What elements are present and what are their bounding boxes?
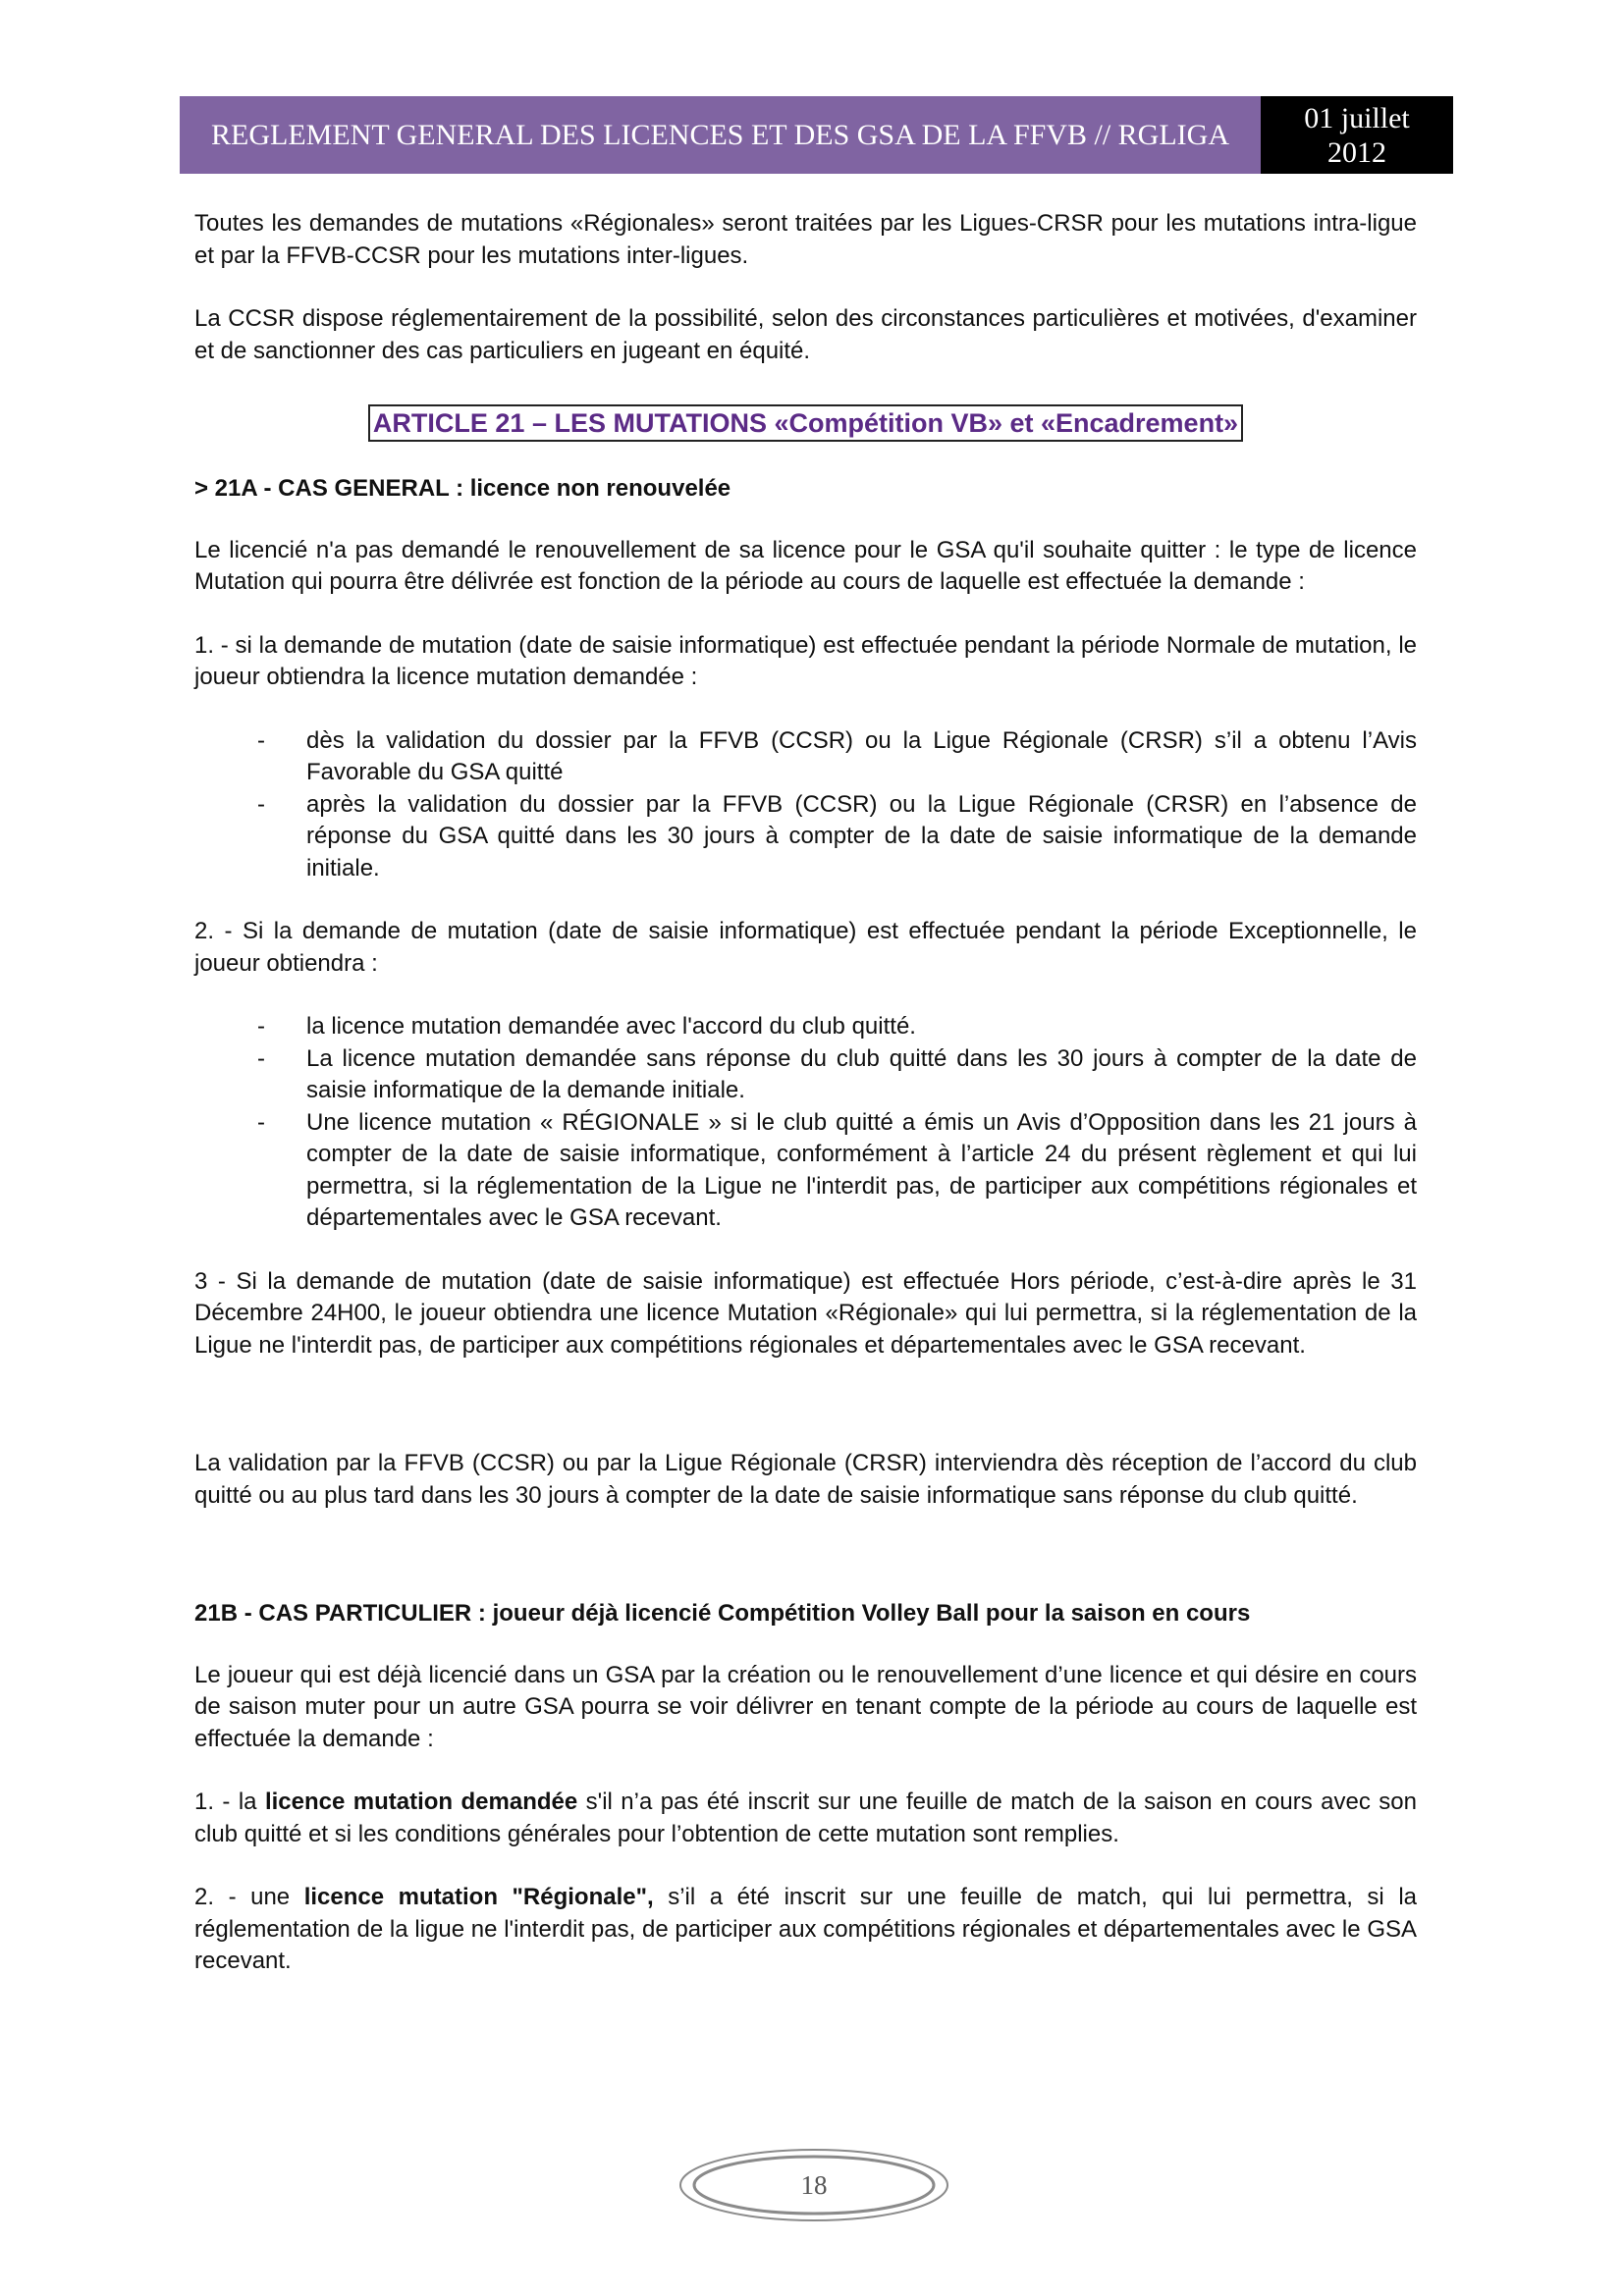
list-item	[194, 1107, 1417, 1235]
paragraph-bold-term: licence mutation demandée	[264, 1789, 578, 1815]
section-21b-paragraph-2	[194, 1787, 1417, 1850]
section-21a-list-2	[194, 1011, 1417, 1235]
dash-bullet: -	[257, 790, 265, 818]
dash-bullet: -	[257, 1044, 265, 1072]
list-item	[194, 789, 1417, 885]
list-item	[194, 1011, 1417, 1043]
list-item	[194, 1043, 1417, 1107]
list-item-text: Une licence mutation « RÉGIONALE » si le club quitté a émis un Avis d’Opposition dans les 21 jours à compter de la date de saisie informatique, conformément à l’article 24 du présent règlement et qui lui permettra, si la réglementation de la Ligue ne l'interdit pas, de participer aux compétitions régionales et départementales avec le GSA recevant.	[306, 1108, 1417, 1231]
paragraph-rest: s'il n’a pas été inscrit sur une feuille de match de la saison en cours avec son club quitté et si les conditions générales pour l’obtention de cette mutation sont remplies.	[194, 1789, 1417, 1847]
page-content	[194, 208, 1417, 2009]
paragraph-prefix: 2. - une	[194, 1884, 304, 1910]
article-title: ARTICLE 21 – LES MUTATIONS «Compétition VB» et «Encadrement»	[368, 404, 1243, 442]
header-date	[1261, 96, 1453, 174]
list-item-text: dès la validation du dossier par la FFVB (CCSR) ou la Ligue Régionale (CRSR) s’il a obtenu l’Avis Favorable du GSA quitté	[306, 726, 1417, 785]
dash-bullet: -	[257, 1108, 265, 1136]
dash-bullet: -	[257, 1013, 265, 1040]
spacer	[194, 1393, 1417, 1448]
page-number: 18	[800, 2169, 828, 2200]
header-title: REGLEMENT GENERAL DES LICENCES ET DES GSA DE LA FFVB // RGLIGA	[180, 96, 1261, 174]
page-header	[180, 96, 1453, 174]
intro-paragraph-2: La CCSR dispose réglementairement de la possibilité, selon des circonstances particulières et motivées, d'examiner et de sanctionner des cas particuliers en jugeant en équité.	[194, 305, 1417, 364]
dash-bullet: -	[257, 726, 265, 754]
header-date-line1: 01 juillet	[1304, 101, 1410, 134]
section-21a-title: > 21A - CAS GENERAL : licence non renouvelée	[194, 475, 731, 502]
section-21a-list-1	[194, 725, 1417, 885]
spacer	[194, 1543, 1417, 1598]
header-date-line2: 2012	[1327, 135, 1386, 169]
paragraph-prefix: 1. - la	[194, 1789, 265, 1815]
list-item-text: La licence mutation demandée sans réponse du club quitté dans les 30 jours à compter de la date de saisie informatique de la demande initiale.	[306, 1044, 1417, 1103]
list-item-text: après la validation du dossier par la FFVB (CCSR) ou la Ligue Régionale (CRSR) en l’absence de réponse du GSA quitté dans les 30 jours à compter de la date de saisie informatique de la demande initiale.	[306, 790, 1417, 881]
paragraph-bold-term: licence mutation "Régionale",	[303, 1884, 654, 1910]
list-item	[194, 725, 1417, 789]
section-21a-paragraph-2: 1. - si la demande de mutation (date de saisie informatique) est effectuée pendant la période Normale de mutation, le joueur obtiendra la licence mutation demandée :	[194, 631, 1417, 690]
page-footer	[677, 2147, 950, 2223]
list-item-text: la licence mutation demandée avec l'accord du club quitté.	[306, 1013, 916, 1040]
section-21a-paragraph-4: 3 - Si la demande de mutation (date de saisie informatique) est effectuée Hors période, c’est-à-dire après le 31 Décembre 24H00, le joueur obtiendra une licence Mutation «Régionale» qui lui permettra, si la réglementation de la Ligue ne l'interdit pas, de participer aux compétitions régionales et départementales avec le GSA recevant.	[194, 1267, 1417, 1359]
section-21a-paragraph-5: La validation par la FFVB (CCSR) ou par la Ligue Régionale (CRSR) interviendra dès réception de l’accord du club quitté ou au plus tard dans les 30 jours à compter de la date de saisie informatique sans réponse du club quitté.	[194, 1450, 1417, 1509]
section-21b-title: 21B - CAS PARTICULIER : joueur déjà licencié Compétition Volley Ball pour la saison en cours	[194, 1600, 1251, 1627]
section-21b-paragraph-1: Le joueur qui est déjà licencié dans un GSA par la création ou le renouvellement d’une licence et qui désire en cours de saison muter pour un autre GSA pourra se voir délivrer en tenant compte de la période au cours de laquelle est effectuée la demande :	[194, 1661, 1417, 1752]
intro-paragraph-1: Toutes les demandes de mutations «Régionales» seront traitées par les Ligues-CRSR pour les mutations intra-ligue et par la FFVB-CCSR pour les mutations inter-ligues.	[194, 210, 1417, 269]
section-21a-paragraph-3: 2. - Si la demande de mutation (date de saisie informatique) est effectuée pendant la période Exceptionnelle, le joueur obtiendra :	[194, 918, 1417, 977]
section-21a-paragraph-1: Le licencié n'a pas demandé le renouvellement de sa licence pour le GSA qu'il souhaite quitter : le type de licence Mutation qui pourra être délivrée est fonction de la période au cours de laquelle est effectuée la demande :	[194, 536, 1417, 595]
article-heading-wrap	[194, 404, 1417, 442]
paragraph-rest: s’il a été inscrit sur une feuille de match, qui lui permettra, si la réglementation de la ligue ne l'interdit pas, de participer aux compétitions régionales et départementales avec le GSA recevant.	[194, 1884, 1417, 1974]
section-21b-paragraph-3	[194, 1882, 1417, 1978]
